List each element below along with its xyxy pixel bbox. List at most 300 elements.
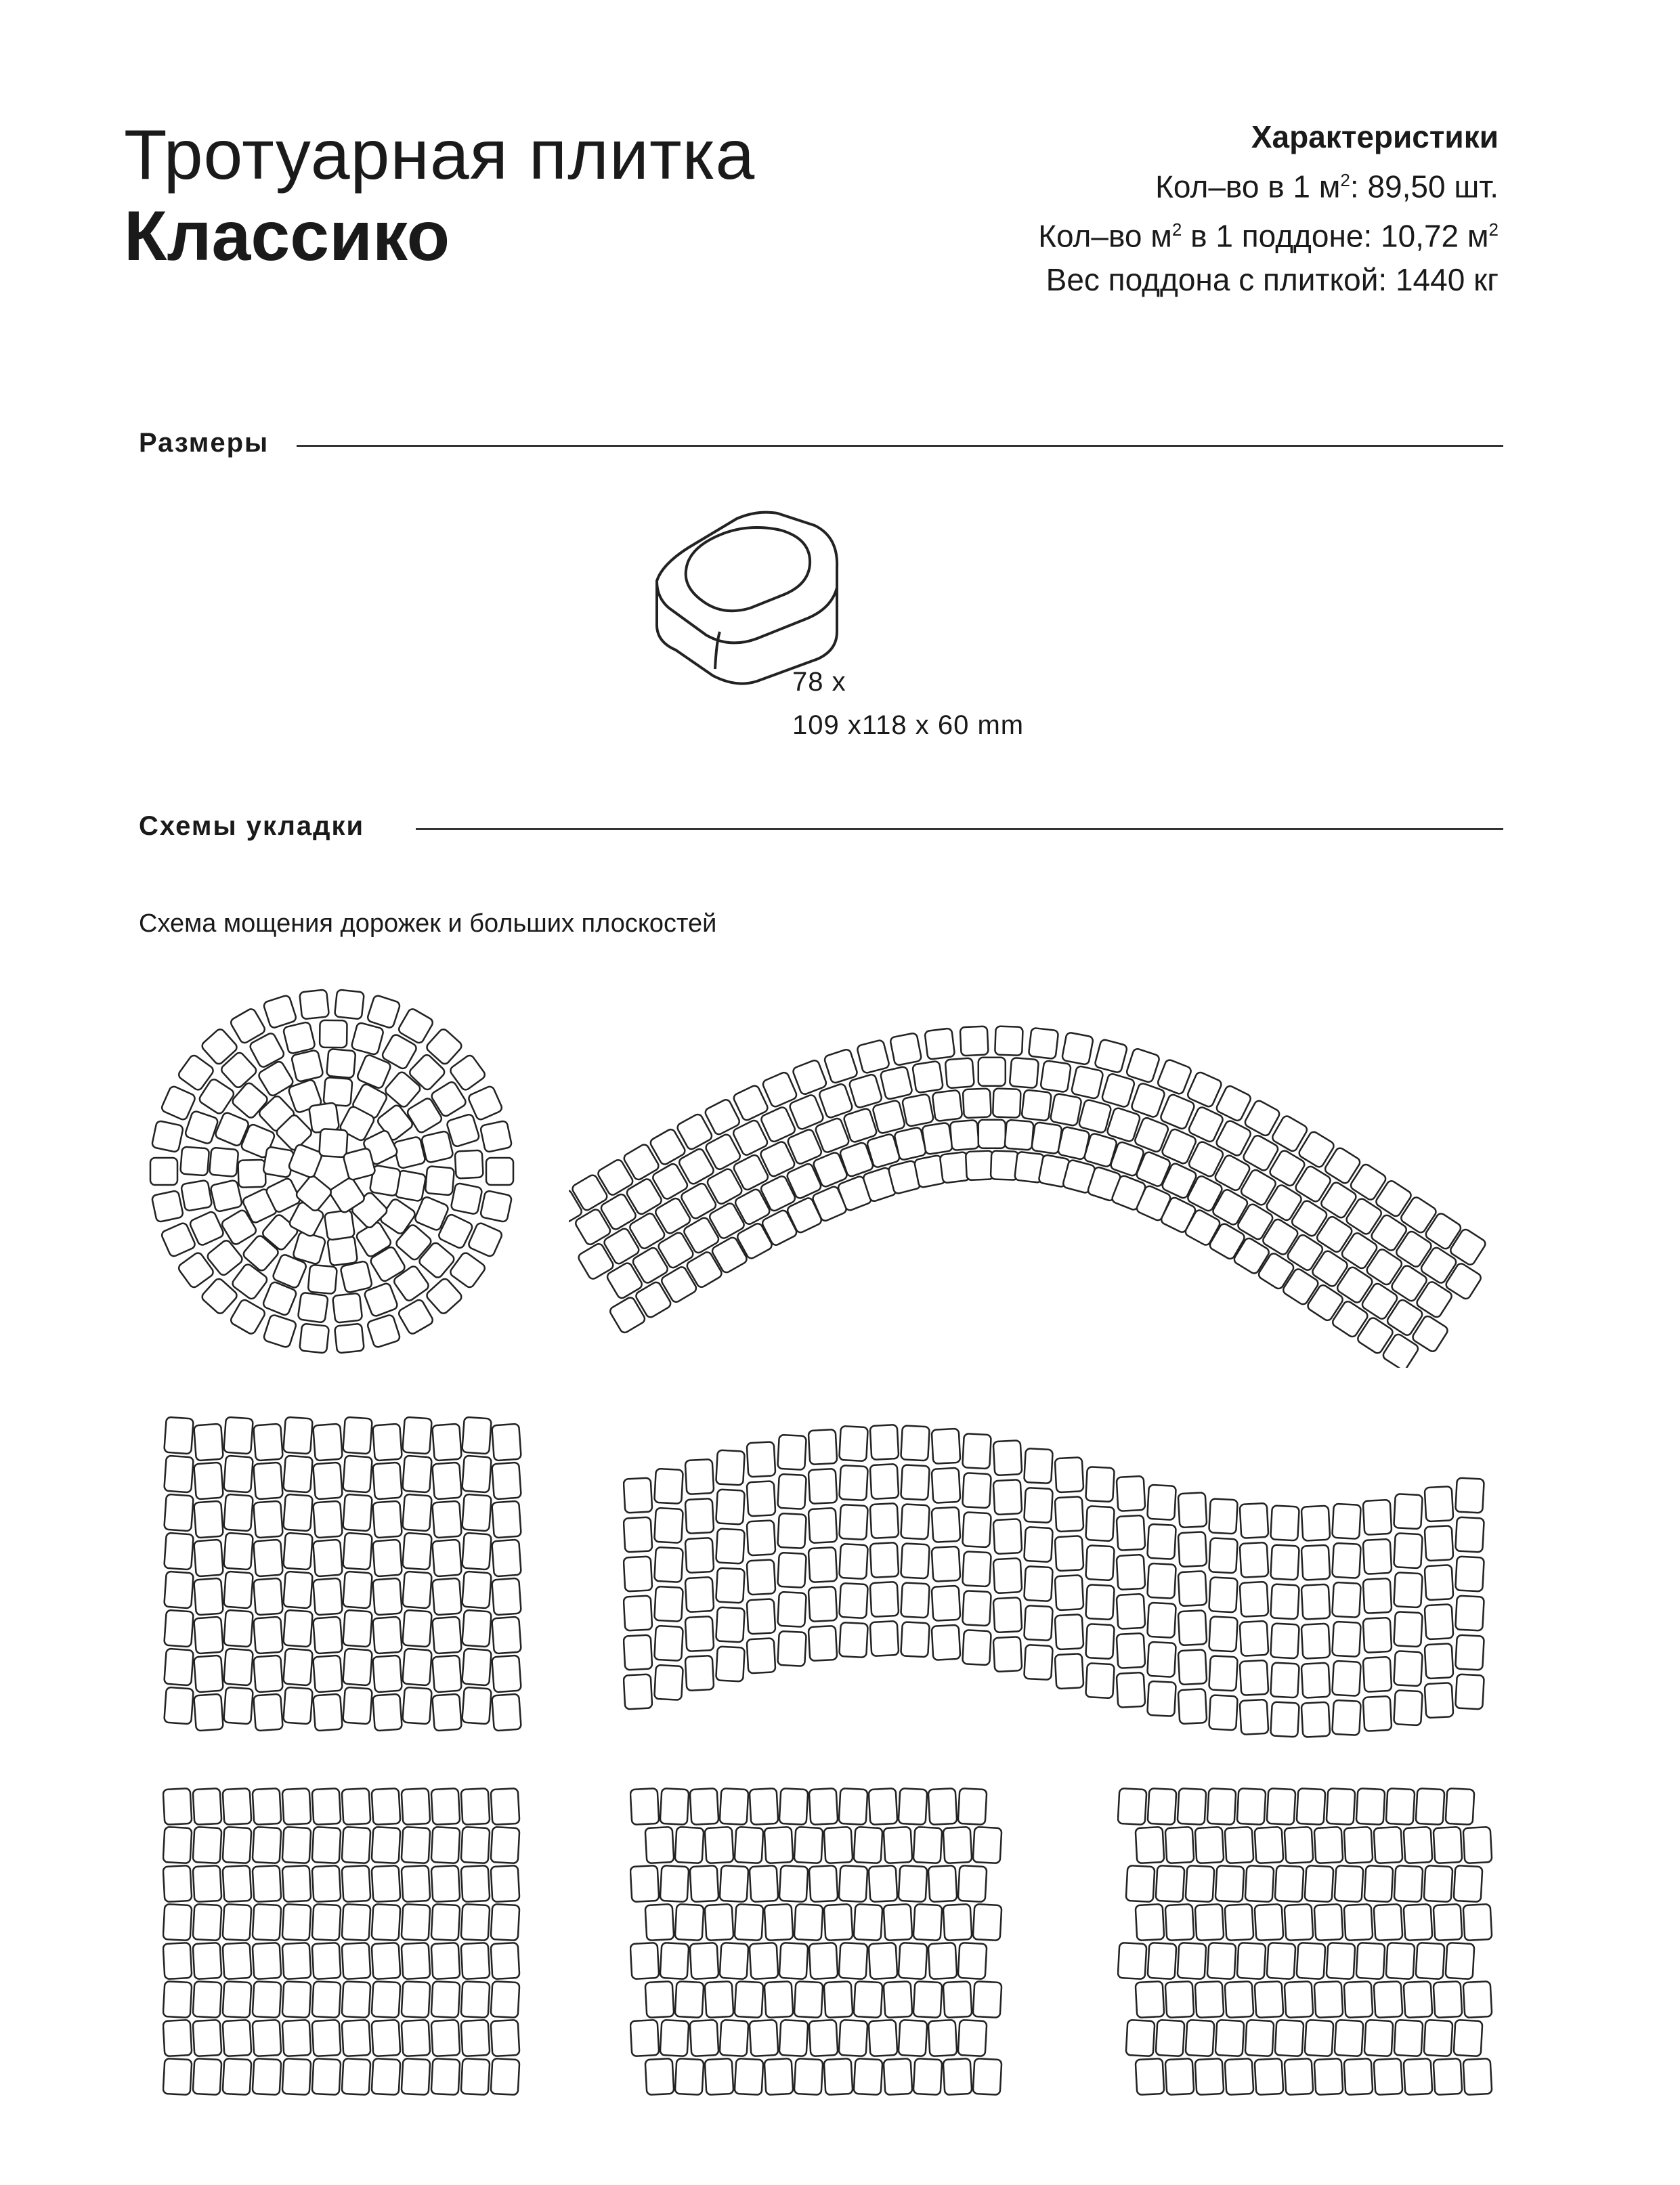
paver-tile: [690, 2020, 719, 2056]
paver-tile: [747, 1481, 776, 1516]
paver-tile: [1094, 1039, 1127, 1073]
paver-tile: [342, 1981, 371, 2018]
paver-tile: [809, 1788, 838, 1825]
paver-tile: [747, 1520, 776, 1555]
paver-tile: [869, 2020, 898, 2056]
paver-tile: [839, 1426, 868, 1461]
paver-tile: [870, 1542, 899, 1578]
paver-tile: [1245, 2020, 1274, 2056]
paver-tile: [958, 1943, 987, 1979]
page-title-line2: Классико: [124, 197, 450, 276]
specs-per-pallet-middle: в 1 поддоне: 10,72 м: [1182, 218, 1489, 254]
paver-tile: [223, 1981, 252, 2018]
paver-tile: [1117, 1515, 1146, 1551]
paver-tile: [432, 1656, 462, 1693]
paver-tile: [675, 1981, 704, 2018]
paver-tile: [973, 2058, 1002, 2095]
paver-tile: [716, 1489, 745, 1524]
paver-tile: [372, 1578, 402, 1616]
paver-tile: [1301, 1663, 1331, 1698]
paver-tile: [685, 1656, 714, 1691]
paver-tile: [230, 1298, 267, 1335]
paver-tile: [932, 1507, 961, 1542]
paver-tile: [308, 1265, 337, 1294]
paver-tile: [223, 1572, 253, 1609]
paver-tile: [1404, 1827, 1433, 1863]
paver-tile: [685, 1538, 714, 1573]
paver-tile: [1363, 1618, 1392, 1653]
paver-tile: [462, 1456, 492, 1493]
paver-tile: [402, 1865, 431, 1902]
paver-tile: [716, 1450, 745, 1485]
paver-tile: [480, 1190, 512, 1222]
paver-tile: [402, 1943, 431, 1979]
paver-tile: [462, 1417, 492, 1454]
paver-tile: [450, 1183, 482, 1215]
pattern-circle: [149, 989, 515, 1354]
paver-tile: [1305, 1865, 1334, 1902]
paver-tile: [312, 1904, 341, 1941]
paver-tile: [432, 1424, 462, 1461]
paver-tile: [462, 1494, 492, 1532]
paver-tile: [624, 1477, 653, 1513]
paver-tile: [223, 1788, 252, 1825]
paver-tile: [962, 1473, 991, 1508]
paver-tile: [995, 1026, 1022, 1056]
paver-tile: [238, 1160, 265, 1188]
paver-tile: [432, 1617, 462, 1654]
paver-tile: [282, 1788, 311, 1825]
paver-tile: [313, 1656, 343, 1693]
paver-tile: [794, 1827, 823, 1863]
paver-tile: [818, 1083, 853, 1119]
paver-tile: [685, 1616, 714, 1651]
paver-tile: [764, 2058, 794, 2095]
paver-tile: [223, 1943, 252, 1979]
paver-tile: [312, 1865, 341, 1902]
paver-tile: [1344, 1827, 1373, 1863]
paver-tile: [779, 1943, 809, 1979]
paver-tile: [1425, 1683, 1454, 1718]
paver-tile: [1335, 1865, 1364, 1902]
paver-tile: [1055, 1536, 1084, 1571]
paver-tile: [899, 1865, 928, 1902]
specs-per-pallet: [1038, 208, 1499, 257]
paver-tile: [884, 1981, 913, 2018]
paver-tile: [654, 1508, 683, 1543]
paver-tile: [1118, 1943, 1147, 1979]
paver-tile: [194, 1424, 223, 1461]
paver-tile: [282, 2020, 311, 2056]
paver-tile: [824, 2058, 853, 2095]
paver-tile: [343, 1649, 372, 1686]
paver-tile: [164, 1610, 194, 1647]
paver-tile: [253, 1424, 283, 1461]
paver-tile: [872, 1100, 905, 1134]
paver-tile: [312, 1827, 341, 1863]
paver-tile: [1148, 1943, 1177, 1979]
paver-tile: [675, 2058, 704, 2095]
paver-tile: [372, 1463, 402, 1500]
paver-tile: [685, 1577, 714, 1612]
paver-tile: [492, 1540, 521, 1577]
paver-tile: [223, 1904, 252, 1941]
pattern-grid-offset: [1117, 1788, 1503, 2113]
paver-tile: [720, 2020, 749, 2056]
paver-tile: [884, 1904, 913, 1941]
paver-tile: [1332, 1661, 1361, 1696]
paver-tile: [343, 1417, 372, 1454]
paver-tile: [312, 1943, 341, 1979]
paver-tile: [779, 1865, 809, 1902]
paver-tile: [1344, 1904, 1373, 1941]
paver-tile: [372, 2020, 401, 2056]
paver-tile: [824, 1827, 853, 1863]
paver-tile: [624, 1635, 653, 1670]
paver-tile: [1301, 1624, 1331, 1659]
paver-tile: [913, 1981, 943, 2018]
paver-tile: [705, 1827, 734, 1863]
paver-tile: [253, 1501, 283, 1538]
paver-tile: [1178, 1943, 1207, 1979]
paver-tile: [432, 1463, 462, 1500]
paver-tile: [870, 1464, 899, 1499]
paver-tile: [902, 1094, 934, 1127]
paver-tile: [193, 2058, 222, 2095]
pattern-wave-curved-path: [569, 1016, 1496, 1368]
specs-heading: Характеристики: [1251, 119, 1499, 154]
paver-tile: [1424, 1865, 1453, 1902]
paver-tile: [1186, 1865, 1215, 1902]
paver-tile: [973, 1827, 1002, 1863]
paver-tile: [313, 1578, 343, 1616]
paver-tile: [421, 1131, 454, 1163]
paver-tile: [973, 1981, 1002, 2018]
paver-tile: [943, 1827, 972, 1863]
paver-tile: [735, 1827, 764, 1863]
paver-tile: [1404, 1904, 1433, 1941]
paver-tile: [1270, 1584, 1299, 1619]
paver-tile: [1156, 1865, 1185, 1902]
paver-tile: [945, 1058, 974, 1088]
paver-tile: [901, 1465, 930, 1500]
paver-tile: [894, 1127, 926, 1161]
paver-tile: [432, 1578, 462, 1616]
paver-tile: [223, 1417, 253, 1454]
paver-tile: [1178, 1492, 1207, 1528]
paver-tile: [924, 1028, 955, 1060]
paver-tile: [402, 1827, 431, 1863]
paver-tile: [263, 995, 297, 1029]
specs-block: [1038, 115, 1499, 301]
paver-tile: [194, 1656, 223, 1693]
paver-tile: [461, 2020, 490, 2056]
paver-tile: [491, 2020, 520, 2056]
paver-tile: [320, 1020, 347, 1047]
paver-tile: [223, 1687, 253, 1725]
paver-tile: [164, 1687, 194, 1725]
paver-tile: [1267, 1943, 1296, 1979]
paver-tile: [839, 1544, 868, 1579]
paver-tile: [223, 1649, 253, 1686]
paver-tile: [283, 1610, 313, 1647]
paver-tile: [1225, 2058, 1254, 2095]
paver-tile: [624, 1595, 653, 1630]
paver-tile: [1356, 1943, 1385, 1979]
paver-tile: [958, 1788, 987, 1825]
paver-tile: [993, 1637, 1022, 1672]
paver-tile: [1332, 1622, 1361, 1657]
paver-tile: [1010, 1058, 1039, 1088]
paver-tile: [1270, 1505, 1299, 1540]
paver-tile: [1255, 1827, 1284, 1863]
paver-tile: [253, 1463, 283, 1500]
paver-tile: [750, 1943, 779, 1979]
paver-tile: [750, 1788, 779, 1825]
paver-tile: [928, 1865, 957, 1902]
paver-tile: [1240, 1582, 1269, 1617]
paver-tile: [223, 1456, 253, 1493]
paver-tile: [332, 1293, 362, 1323]
paver-tile: [1118, 1788, 1147, 1825]
paver-tile: [223, 1827, 252, 1863]
paver-tile: [1024, 1448, 1053, 1484]
paver-tile: [313, 1617, 343, 1654]
paver-tile: [1455, 1556, 1484, 1591]
paver-tile: [312, 2020, 341, 2056]
paver-tile: [194, 1463, 223, 1500]
paver-tile: [1240, 1503, 1269, 1538]
paver-tile: [324, 1077, 353, 1106]
paver-tile: [283, 1533, 313, 1570]
paver-tile: [1463, 2058, 1492, 2095]
paver-tile: [1301, 1545, 1331, 1580]
paver-tile: [993, 1088, 1020, 1117]
paver-tile: [1454, 1865, 1483, 1902]
paver-tile: [809, 1469, 838, 1504]
paver-tile: [193, 1788, 222, 1825]
paver-tile: [1148, 1788, 1177, 1825]
paver-tile: [1195, 1981, 1224, 2018]
paver-tile: [1270, 1544, 1299, 1580]
paver-tile: [943, 2058, 972, 2095]
paver-tile: [253, 1943, 282, 1979]
paver-tile: [1156, 2020, 1185, 2056]
paver-tile: [1125, 1047, 1160, 1083]
paver-tile: [928, 1943, 957, 1979]
paver-tile: [193, 2020, 222, 2056]
paver-tile: [402, 1494, 432, 1532]
paver-tile: [899, 1943, 928, 1979]
paver-tile: [716, 1528, 745, 1563]
paver-tile: [962, 1551, 991, 1586]
paver-tile: [777, 1513, 806, 1549]
paver-tile: [962, 1591, 991, 1626]
paver-tile: [1314, 1981, 1343, 2018]
paver-tile: [809, 1626, 838, 1661]
paver-tile: [181, 1180, 212, 1211]
paver-tile: [962, 1512, 991, 1547]
paver-tile: [716, 1567, 745, 1603]
paver-tile: [870, 1503, 899, 1538]
paver-tile: [932, 1090, 963, 1122]
paver-tile: [402, 1533, 432, 1570]
paver-tile: [351, 1022, 384, 1055]
paver-tile: [1374, 2058, 1403, 2095]
paver-tile: [854, 1904, 883, 1941]
paver-tile: [164, 1417, 194, 1454]
paver-tile: [492, 1424, 521, 1461]
paver-tile: [1136, 1981, 1165, 2018]
paver-tile: [492, 1463, 521, 1500]
dimension-line1: 78 x: [792, 667, 846, 697]
paver-tile: [193, 1865, 222, 1902]
paver-tile: [194, 1617, 223, 1654]
paver-tile: [1285, 2058, 1314, 2095]
paver-tile: [263, 1314, 297, 1348]
paver-tile: [809, 1508, 838, 1543]
paver-tile: [402, 1904, 431, 1941]
paver-tile: [282, 1827, 311, 1863]
paver-tile: [880, 1066, 913, 1100]
paver-tile: [660, 1788, 689, 1825]
paver-tile: [1394, 1611, 1423, 1647]
paver-tile: [794, 1904, 823, 1941]
paver-tile: [1314, 2058, 1343, 2095]
paver-tile: [645, 1827, 674, 1863]
paver-tile: [1270, 1662, 1299, 1697]
paver-tile: [491, 1788, 520, 1825]
paver-tile: [869, 1943, 898, 1979]
paver-tile: [1245, 1865, 1274, 1902]
paver-tile: [1209, 1498, 1238, 1534]
paver-tile: [1225, 1827, 1254, 1863]
paver-tile: [402, 1572, 432, 1609]
paver-tile: [432, 1694, 462, 1731]
paver-tile: [283, 1687, 313, 1725]
paver-tile: [654, 1586, 683, 1622]
paver-tile: [958, 1865, 987, 1902]
paver-tile: [446, 1113, 480, 1147]
paver-tile: [1425, 1526, 1454, 1561]
paver-tile: [193, 1827, 222, 1863]
paver-tile: [1131, 1082, 1166, 1118]
paver-tile: [1434, 1981, 1463, 2018]
paver-tile: [312, 2058, 341, 2095]
paver-tile: [932, 1468, 961, 1503]
paver-tile: [1386, 1943, 1415, 1979]
paver-tile: [1178, 1610, 1207, 1645]
paver-tile: [209, 1148, 238, 1177]
paver-tile: [1055, 1575, 1084, 1610]
paver-tile: [343, 1610, 372, 1647]
paver-tile: [794, 1981, 823, 2018]
paver-tile: [1024, 1566, 1053, 1601]
paver-tile: [809, 1943, 838, 1979]
paver-tile: [630, 2020, 660, 2056]
paver-tile: [1425, 1643, 1454, 1679]
paver-tile: [431, 1904, 460, 1941]
paver-tile: [1394, 1494, 1423, 1529]
paver-tile: [1209, 1695, 1238, 1730]
paver-tile: [432, 1540, 462, 1577]
paver-tile: [1285, 1827, 1314, 1863]
paver-tile: [253, 1827, 282, 1863]
paver-tile: [645, 2058, 674, 2095]
paver-tile: [253, 1617, 283, 1654]
paver-tile: [794, 2058, 823, 2095]
paver-tile: [194, 1694, 223, 1731]
paver-tile: [1425, 1486, 1454, 1521]
paver-tile: [1024, 1488, 1053, 1523]
paver-tile: [1055, 1653, 1084, 1689]
paver-tile: [461, 1827, 490, 1863]
paver-tile: [372, 1865, 401, 1902]
paver-tile: [461, 2058, 490, 2095]
paver-tile: [660, 1943, 689, 1979]
paver-tile: [839, 1505, 868, 1540]
paver-tile: [1126, 2020, 1155, 2056]
paver-tile: [425, 1166, 454, 1195]
paver-tile: [1314, 1904, 1343, 1941]
paver-tile: [313, 1540, 343, 1577]
paver-tile: [343, 1687, 372, 1725]
paver-tile: [402, 1687, 432, 1725]
paver-tile: [1021, 1089, 1051, 1121]
paver-tile: [480, 1121, 512, 1152]
paver-tile: [839, 1865, 868, 1902]
paver-tile: [1240, 1660, 1269, 1695]
paver-tile: [1363, 1578, 1392, 1614]
paver-tile: [809, 2020, 838, 2056]
paver-tile: [1364, 2020, 1394, 2056]
paver-tile: [1255, 1981, 1284, 2018]
paver-tile: [340, 1261, 372, 1293]
paver-tile: [1314, 1827, 1343, 1863]
paver-tile: [1147, 1681, 1176, 1716]
paver-tile: [1446, 1788, 1475, 1825]
paver-tile: [1085, 1545, 1115, 1580]
paver-tile: [928, 1788, 957, 1825]
paver-tile: [492, 1578, 521, 1616]
paver-tile: [193, 1981, 222, 2018]
paver-tile: [1147, 1563, 1176, 1599]
paver-tile: [298, 1293, 328, 1323]
paver-tile: [313, 1424, 343, 1461]
section-schemes-title: Схемы укладки: [139, 811, 365, 841]
paver-tile: [809, 1547, 838, 1582]
paver-tile: [1085, 1584, 1115, 1620]
paver-tile: [922, 1123, 953, 1155]
paver-tile: [1024, 1645, 1053, 1680]
paver-tile: [372, 1827, 401, 1863]
paver-tile: [1455, 1517, 1484, 1552]
paver-tile: [1085, 1467, 1115, 1502]
paver-tile: [1029, 1028, 1058, 1059]
paver-tile: [1332, 1504, 1361, 1539]
paver-tile: [1186, 2020, 1215, 2056]
paver-tile: [152, 1190, 184, 1222]
paver-tile: [223, 1865, 252, 1902]
paver-tile: [372, 1904, 401, 1941]
paver-tile: [1207, 1788, 1236, 1825]
paver-tile: [1195, 2058, 1224, 2095]
paver-tile: [1209, 1656, 1238, 1691]
sup-2: 2: [1488, 219, 1499, 240]
paver-tile: [372, 2058, 401, 2095]
paver-tile: [342, 1865, 371, 1902]
paver-tile: [1055, 1614, 1084, 1649]
